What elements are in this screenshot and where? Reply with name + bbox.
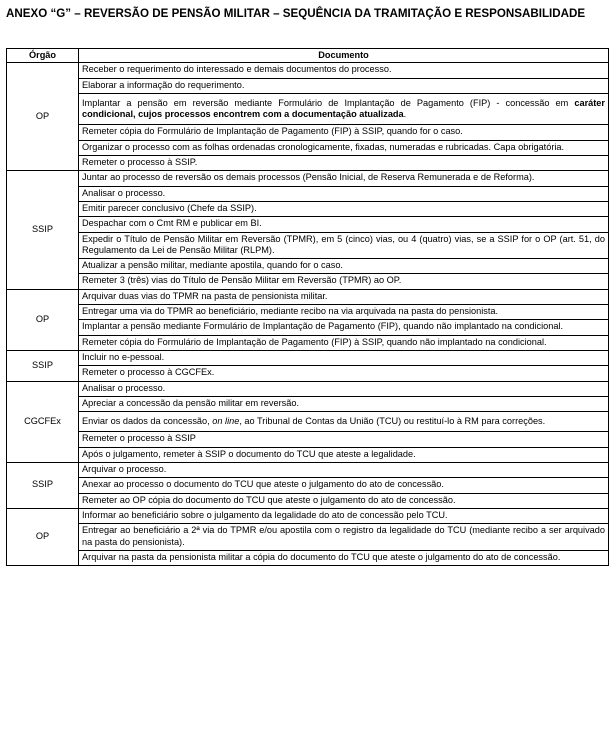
document-title: ANEXO “G” – REVERSÃO DE PENSÃO MILITAR – SEQUÊNCIA DA TRAMITAÇÃO E RESPONSABILIDADE <box>6 7 586 20</box>
table-body <box>7 63 609 566</box>
table-header-row <box>7 49 609 63</box>
table-row <box>7 550 609 565</box>
documento-cell: Entregar uma via do TPMR ao beneficiário, mediante recibo na via arquivada na pasta do pensionista. <box>79 305 609 320</box>
header-documento: Documento <box>79 49 609 63</box>
table-row <box>7 186 609 201</box>
documento-text: . <box>403 109 407 120</box>
documento-text: Enviar os dados da concessão, <box>82 416 213 427</box>
table-row <box>7 63 609 78</box>
documento-cell: Atualizar a pensão militar, mediante apostila, quando for o caso. <box>79 259 609 274</box>
documento-cell: Entregar ao beneficiário a 2ª via do TPMR e/ou apostila com o registro da legalidade do TCU (mediante recibo a ser arquivado na pasta do pensionista). <box>79 524 609 551</box>
orgao-cell: OP <box>7 508 79 565</box>
table-row <box>7 478 609 493</box>
table-row <box>7 447 609 462</box>
table-row <box>7 396 609 411</box>
table-row <box>7 350 609 365</box>
orgao-cell: SSIP <box>7 350 79 381</box>
documento-cell: Remeter o processo à SSIP. <box>79 156 609 171</box>
italic-text: on line <box>212 416 240 427</box>
table-row <box>7 289 609 304</box>
table-row <box>7 232 609 259</box>
documento-cell: Remeter 3 (três) vias do Título de Pensão Militar em Reversão (TPMR) ao OP. <box>79 274 609 289</box>
table-row <box>7 217 609 232</box>
table-row <box>7 320 609 335</box>
table-row <box>7 381 609 396</box>
documento-cell: Remeter o processo à CGCFEx. <box>79 366 609 381</box>
documento-cell <box>79 93 609 125</box>
documento-cell: Analisar o processo. <box>79 381 609 396</box>
documento-cell: Despachar com o Cmt RM e publicar em BI. <box>79 217 609 232</box>
documento-cell: Arquivar na pasta da pensionista militar a cópia do documento do TCU que ateste o julgamento do ato de concessão. <box>79 550 609 565</box>
documento-cell: Analisar o processo. <box>79 186 609 201</box>
documento-cell <box>79 412 609 432</box>
table-row <box>7 366 609 381</box>
documento-cell: Elaborar a informação do requerimento. <box>79 78 609 93</box>
table-row <box>7 463 609 478</box>
documento-cell: Remeter cópia do Formulário de Implantação de Pagamento (FIP) à SSIP, quando não implantado na condicional. <box>79 335 609 350</box>
documento-text: Implantar a pensão em reversão mediante Formulário de Implantação de Pagamento (FIP) - concessão em <box>82 97 575 108</box>
documento-cell: Implantar a pensão mediante Formulário de Implantação de Pagamento (FIP), quando não implantado na condicional. <box>79 320 609 335</box>
table-row <box>7 274 609 289</box>
emphasis-text: caráter condicional, cujos processos encontrem com a documentação atualizada <box>82 97 605 120</box>
documento-cell: Arquivar o processo. <box>79 463 609 478</box>
table-row <box>7 201 609 216</box>
orgao-cell: OP <box>7 63 79 171</box>
documento-cell: Após o julgamento, remeter à SSIP o documento do TCU que ateste a legalidade. <box>79 447 609 462</box>
table-row <box>7 493 609 508</box>
documento-cell: Emitir parecer conclusivo (Chefe da SSIP). <box>79 201 609 216</box>
table-row <box>7 156 609 171</box>
documento-cell: Expedir o Título de Pensão Militar em Reversão (TPMR), em 5 (cinco) vias, ou 4 (quatro) vias, se a SSIP for o OP (art. 51, do Regulamento da Lei de Pensão Militar (RLPM). <box>79 232 609 259</box>
procedure-table <box>6 48 609 566</box>
table-row <box>7 508 609 523</box>
table-row <box>7 432 609 447</box>
documento-cell: Remeter ao OP cópia do documento do TCU que ateste o julgamento do ato de concessão. <box>79 493 609 508</box>
table-row <box>7 335 609 350</box>
table-row <box>7 78 609 93</box>
documento-cell: Organizar o processo com as folhas ordenadas cronologicamente, fixadas, numeradas e rubricadas. Capa obrigatória. <box>79 140 609 155</box>
table-row <box>7 171 609 186</box>
orgao-cell: SSIP <box>7 171 79 289</box>
documento-text: , ao Tribunal de Contas da União (TCU) ou restituí-lo à RM para correções. <box>239 416 546 427</box>
table-row <box>7 524 609 551</box>
orgao-cell: SSIP <box>7 463 79 509</box>
table-row <box>7 412 609 432</box>
header-orgao: Órgão <box>7 49 79 63</box>
documento-cell: Arquivar duas vias do TPMR na pasta de pensionista militar. <box>79 289 609 304</box>
orgao-cell: OP <box>7 289 79 350</box>
documento-cell: Apreciar a concessão da pensão militar em reversão. <box>79 396 609 411</box>
documento-cell: Juntar ao processo de reversão os demais processos (Pensão Inicial, de Reserva Remunerada e de Reforma). <box>79 171 609 186</box>
table-row <box>7 259 609 274</box>
documento-cell: Remeter cópia do Formulário de Implantação de Pagamento (FIP) à SSIP, quando for o caso. <box>79 125 609 140</box>
documento-cell: Remeter o processo à SSIP <box>79 432 609 447</box>
table-row <box>7 125 609 140</box>
documento-cell: Receber o requerimento do interessado e demais documentos do processo. <box>79 63 609 78</box>
documento-cell: Incluir no e-pessoal. <box>79 350 609 365</box>
table-row <box>7 140 609 155</box>
orgao-cell: CGCFEx <box>7 381 79 462</box>
table-row <box>7 305 609 320</box>
documento-cell: Anexar ao processo o documento do TCU que ateste o julgamento do ato de concessão. <box>79 478 609 493</box>
table-row <box>7 93 609 125</box>
documento-cell: Informar ao beneficiário sobre o julgamento da legalidade do ato de concessão pelo TCU. <box>79 508 609 523</box>
